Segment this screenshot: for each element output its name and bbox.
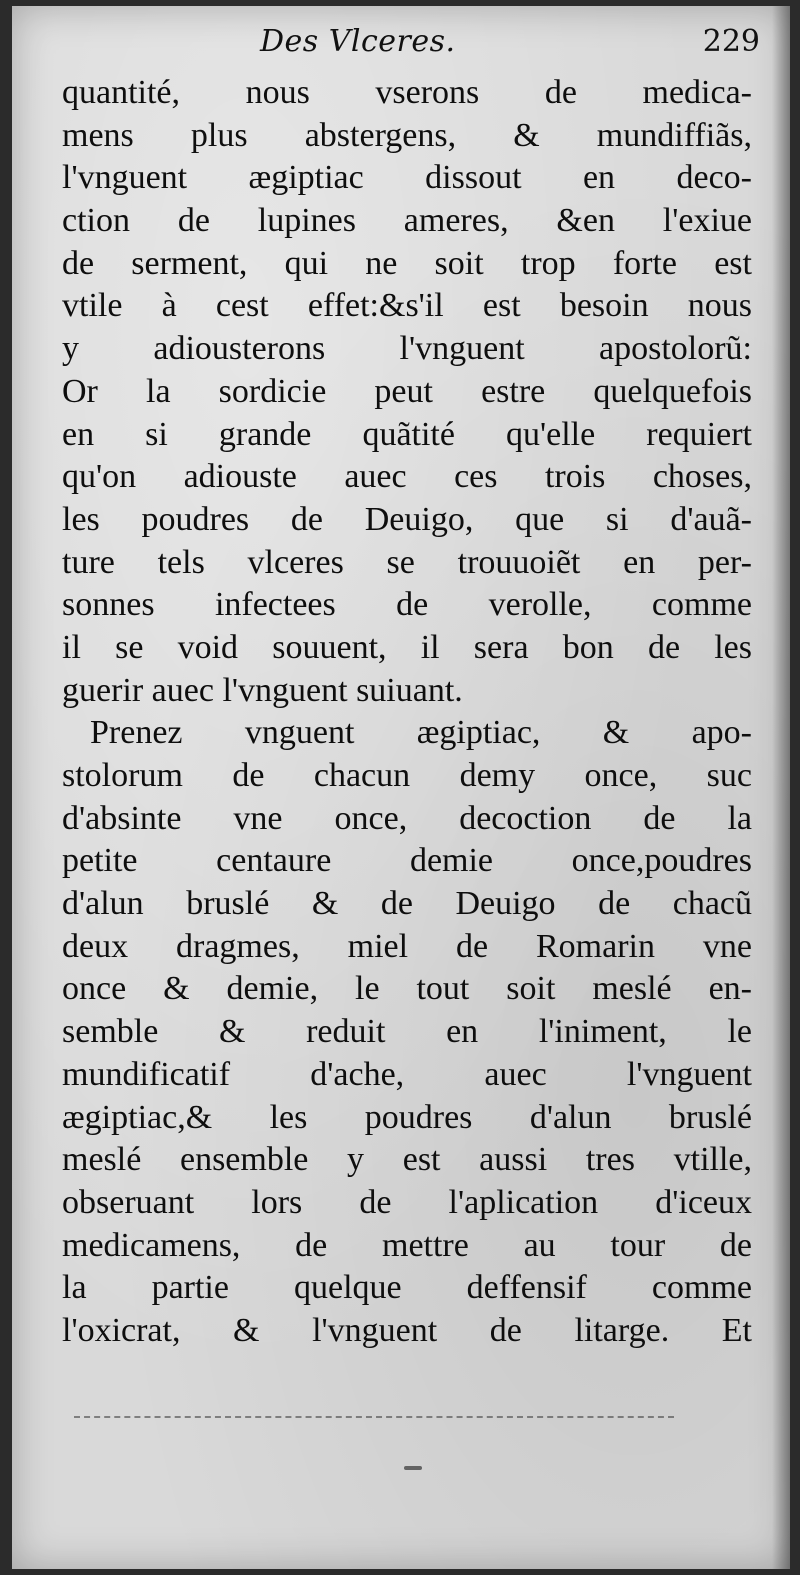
text-line: qu'on adiouste auec ces trois choses,: [62, 458, 752, 496]
text-line: Prenez vnguent ægiptiac, & apo-: [90, 714, 752, 752]
text-block: [62, 72, 752, 1353]
text-line: Or la sordicie peut estre quelquefois: [62, 372, 752, 410]
text-line: deux dragmes, miel de Romarin vne: [62, 927, 752, 965]
text-line: l'vnguent ægiptiac dissout en deco-: [62, 159, 752, 197]
paragraph-2: [62, 712, 752, 1352]
text-line: en si grande quãtité qu'elle requiert: [62, 415, 752, 453]
text-line: y adiousterons l'vnguent apostolorũ:: [62, 330, 752, 368]
page-number: 229: [702, 24, 760, 59]
text-line: d'alun bruslé & de Deuigo de chacũ: [62, 885, 752, 923]
text-line: once & demie, le tout soit meslé en-: [62, 970, 752, 1008]
text-line: medicamens, de mettre au tour de: [62, 1226, 752, 1264]
running-title: Des Vlceres.: [260, 24, 456, 59]
book-page: [12, 6, 790, 1569]
text-line: meslé ensemble y est aussi tres vtille,: [62, 1141, 752, 1179]
ink-speck: [404, 1466, 422, 1470]
text-line: la partie quelque deffensif comme: [62, 1269, 752, 1307]
text-line: stolorum de chacun demy once, suc: [62, 757, 752, 794]
text-line: ægiptiac,& les poudres d'alun bruslé: [62, 1098, 752, 1136]
text-line: guerir auec l'vnguent suiuant.: [62, 671, 463, 709]
text-line: semble & reduit en l'iniment, le: [62, 1013, 752, 1051]
text-line: ture tels vlceres se trouuoiẽt en per-: [62, 543, 752, 581]
text-line: de serment, qui ne soit trop forte est: [62, 244, 752, 282]
page-gutter-shadow: [772, 6, 790, 1569]
text-line: quantité, nous vserons de medica-: [62, 74, 752, 111]
text-line: ction de lupines ameres, &en l'exiue: [62, 202, 752, 240]
bottom-rule: [74, 1416, 674, 1418]
text-line: petite centaure demie once,poudres: [62, 842, 752, 880]
text-line: mundificatif d'ache, auec l'vnguent: [62, 1055, 752, 1093]
paragraph-1: [62, 72, 752, 712]
text-line: il se void souuent, il sera bon de les: [62, 628, 752, 666]
text-line: les poudres de Deuigo, que si d'auã-: [62, 500, 752, 538]
text-line: mens plus abstergens, & mundiffiãs,: [62, 116, 752, 154]
text-line: l'oxicrat, & l'vnguent de litarge. Et: [62, 1311, 752, 1349]
text-line: d'absinte vne once, decoction de la: [62, 799, 752, 837]
text-line: vtile à cest effet:&s'il est besoin nous: [62, 287, 752, 325]
text-line: sonnes infectees de verolle, comme: [62, 586, 752, 624]
text-line: obseruant lors de l'aplication d'iceux: [62, 1183, 752, 1221]
